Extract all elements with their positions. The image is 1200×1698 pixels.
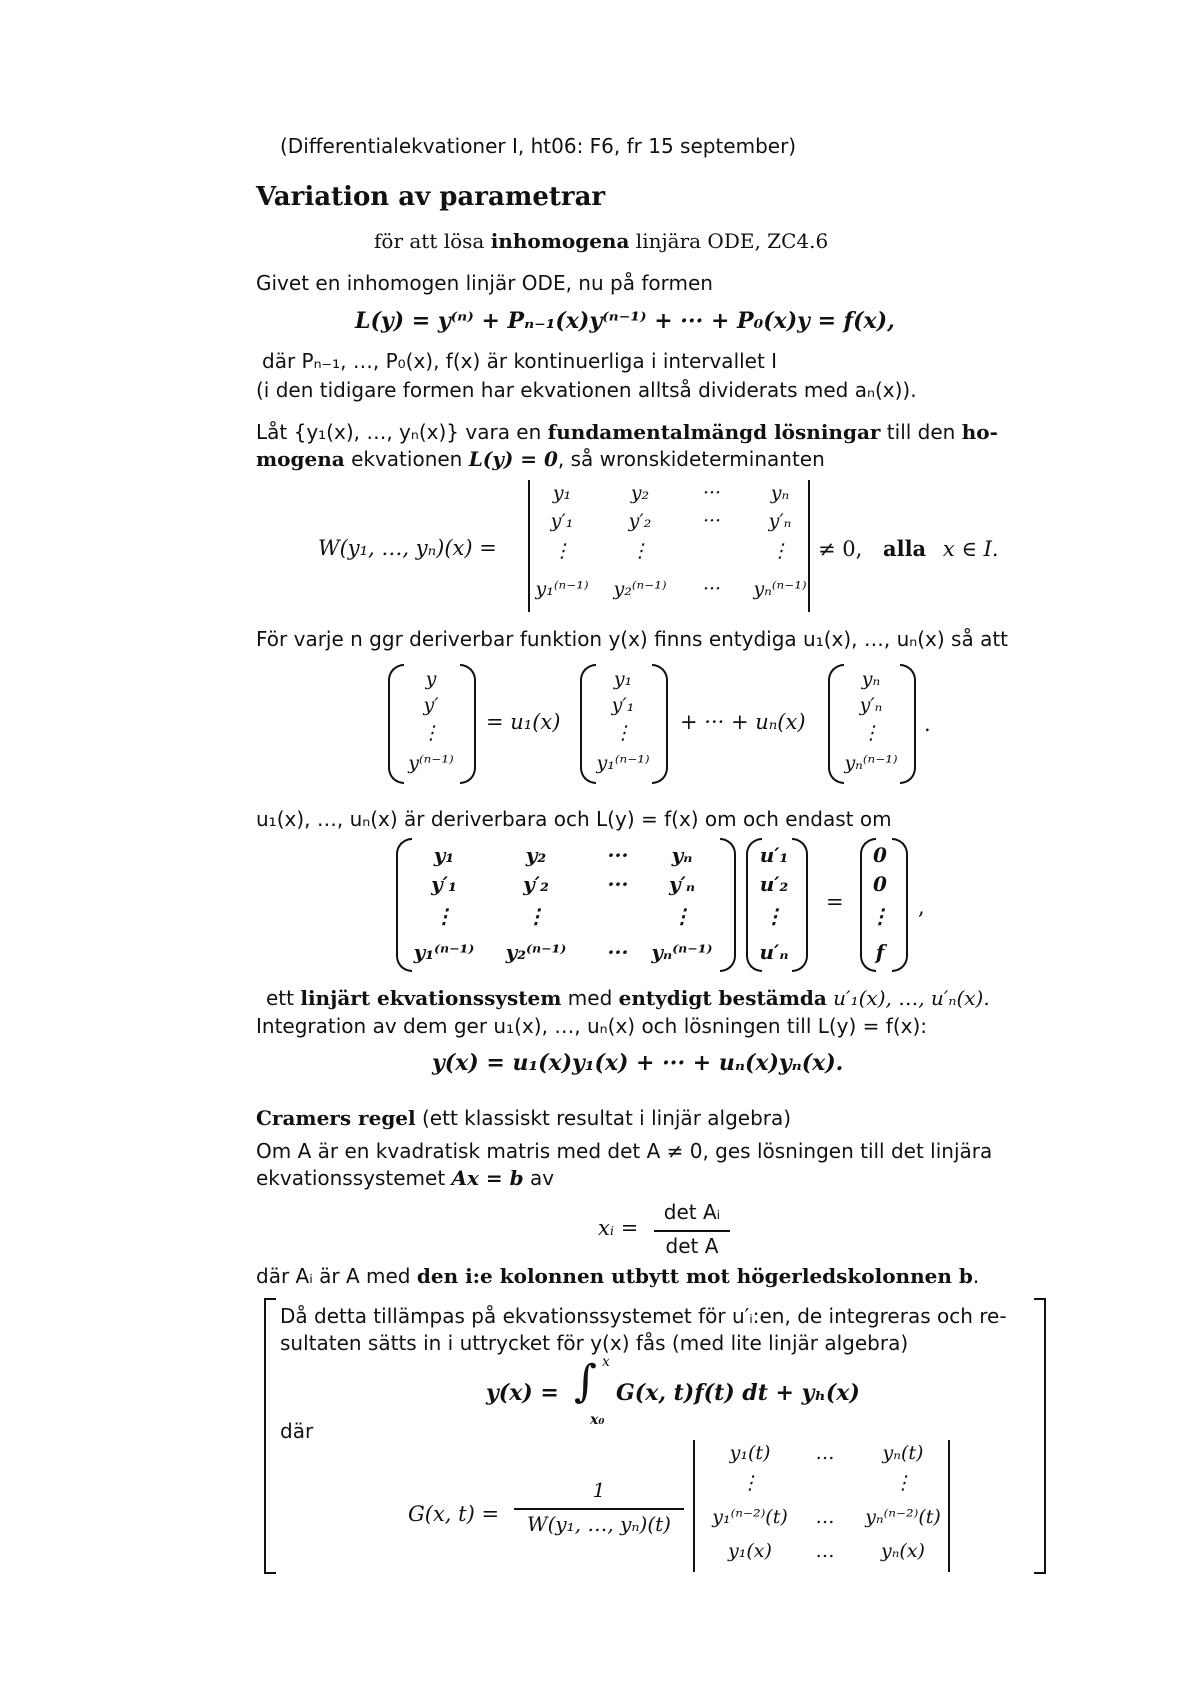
vector-y1-entry: y₁ — [613, 668, 633, 690]
system-matrix-cell: ··· — [607, 940, 629, 964]
system-matrix-cell: ··· — [607, 872, 629, 896]
box-line-1: Då detta tillämpas på ekvationssystemet för u′ᵢ:en, de integreras och re- — [280, 1304, 1007, 1328]
system-matrix-cell: yₙ⁽ⁿ⁻¹⁾ — [651, 940, 713, 964]
fund-line-1-bold: fundamentalmängd lösningar — [547, 420, 881, 444]
cramer-line-3-c: . — [972, 1264, 980, 1288]
integral-upper: x — [602, 1354, 610, 1370]
fund-line-1-d: ho- — [961, 420, 998, 444]
green-cell: … — [815, 1506, 835, 1528]
system-u-right-paren — [792, 838, 808, 972]
system-rhs-entry: ⋮ — [870, 904, 890, 928]
xi-denominator: det A — [665, 1234, 719, 1258]
main-equation: L(y) = y⁽ⁿ⁾ + Pₙ₋₁(x)y⁽ⁿ⁻¹⁾ + ··· + P₀(x)y = f(x), — [355, 308, 895, 334]
lin-line-c: med — [561, 986, 619, 1010]
wronskian-cell: ⋮ — [770, 540, 790, 562]
system-matrix-cell: y₁ — [433, 843, 455, 867]
green-cell: y₁(t) — [729, 1442, 771, 1464]
cramer-line-2-eq: Ax = b — [451, 1166, 524, 1190]
vector-right-paren — [460, 664, 476, 784]
xi-numerator: det Aᵢ — [663, 1200, 721, 1224]
wronskian-cell: y′ₙ — [768, 510, 792, 532]
vector-yn-entry: y′ₙ — [859, 694, 883, 716]
subtitle-post: linjära ODE, ZC4.6 — [629, 229, 829, 253]
fund-line-1-c: till den — [880, 420, 962, 444]
green-cell: … — [815, 1442, 835, 1464]
lin-line-d: entydigt bestämda — [618, 986, 827, 1010]
vector-y1-entry: ⋮ — [613, 722, 633, 744]
linear-system-line — [266, 985, 990, 1011]
iff-line: u₁(x), …, uₙ(x) är deriverbara och L(y) = f(x) om och endast om — [256, 807, 892, 831]
green-cell: y₁(x) — [728, 1540, 772, 1562]
wronskian-cell: y₂⁽ⁿ⁻¹⁾ — [613, 578, 667, 600]
green-cell: yₙ(x) — [881, 1540, 925, 1562]
wronskian-cell: y₁ — [552, 482, 572, 504]
condition-line-2: (i den tidigare formen har ekvationen alltså dividerats med aₙ(x)). — [256, 378, 917, 402]
system-matrix-cell: ⋮ — [526, 904, 546, 928]
wronskian-cell: yₙ — [770, 482, 790, 504]
wronskian-alla: alla — [883, 536, 927, 561]
green-cell: yₙ(t) — [882, 1442, 924, 1464]
vector-y-entry: ⋮ — [421, 722, 441, 744]
system-rhs-entry: f — [875, 940, 885, 964]
fund-line-1-a: Låt {y₁(x), …, yₙ(x)} vara en — [256, 420, 548, 444]
deriv-line: För varje n ggr deriverbar funktion y(x) finns entydiga u₁(x), …, uₙ(x) så att — [256, 627, 1009, 651]
cramer-line-2 — [256, 1165, 554, 1191]
vector-mid: + ··· + uₙ(x) — [680, 710, 806, 734]
system-matrix-cell: yₙ — [671, 843, 693, 867]
wronskian-cell: y′₂ — [628, 510, 652, 532]
vector-y-entry: y′ — [423, 694, 439, 716]
vector-end: . — [924, 712, 931, 736]
box-left-bracket — [264, 1298, 276, 1574]
condition-line-1: där Pₙ₋₁, …, P₀(x), f(x) är kontinuerliga i intervallet I — [262, 349, 778, 373]
subtitle-pre: för att lösa — [374, 229, 491, 253]
system-rhs-entry: 0 — [873, 843, 887, 867]
system-u-entry: u′₂ — [759, 872, 789, 896]
cramer-note: (ett klassiskt resultat i linjär algebra) — [415, 1106, 792, 1130]
wronskian-cell: ··· — [702, 578, 722, 600]
integral-sign: ∫ — [574, 1356, 597, 1407]
system-u-entry: u′ₙ — [759, 940, 789, 964]
subtitle-bold: inhomogena — [490, 229, 630, 253]
system-matrix-cell: y′ₙ — [668, 872, 696, 896]
box-eq-rhs: G(x, t)f(t) dt + yₕ(x) — [616, 1380, 860, 1406]
green-right-bar — [948, 1440, 950, 1572]
system-matrix-cell: y₂ — [525, 843, 547, 867]
lin-line-b: linjärt ekvationssystem — [300, 986, 562, 1010]
cramer-line-3-a: där Aᵢ är A med — [256, 1264, 417, 1288]
system-matrix-cell: ··· — [607, 843, 629, 867]
box-right-bracket — [1034, 1298, 1046, 1574]
wronskian-cell: yₙ⁽ⁿ⁻¹⁾ — [753, 578, 807, 600]
vector-y1-entry: y′₁ — [611, 694, 635, 716]
system-end: , — [918, 895, 925, 919]
box-dar: där — [280, 1419, 314, 1443]
green-cell: ⋮ — [740, 1472, 760, 1494]
green-cell: y₁⁽ⁿ⁻²⁾(t) — [712, 1506, 788, 1528]
green-cell: … — [815, 1540, 835, 1562]
wronskian-cell: ··· — [702, 510, 722, 532]
green-fraction-bar — [514, 1508, 684, 1510]
lin-line-e: u′₁(x), …, u′ₙ(x). — [826, 986, 990, 1010]
header-line: (Differentialekvationer I, ht06: F6, fr 15 september) — [280, 134, 797, 158]
green-lhs: G(x, t) = — [408, 1502, 500, 1526]
vector-y1-entry: y₁⁽ⁿ⁻¹⁾ — [596, 752, 650, 774]
green-cell: ⋮ — [893, 1472, 913, 1494]
wronskian-cell: ⋮ — [630, 540, 650, 562]
vector-yn-entry: yₙ⁽ⁿ⁻¹⁾ — [844, 752, 898, 774]
system-u-entry: ⋮ — [764, 904, 784, 928]
wronskian-cell: ⋮ — [552, 540, 572, 562]
xi-lhs: xᵢ = — [598, 1216, 639, 1240]
vector-y-entry: y⁽ⁿ⁻¹⁾ — [408, 752, 454, 774]
vector-right-paren — [900, 664, 916, 784]
subtitle — [374, 228, 828, 254]
fund-line-2-bold: mogena — [256, 447, 345, 471]
wronskian-cell: y′₁ — [550, 510, 574, 532]
fund-line-2-d: , så wronskideterminanten — [557, 447, 825, 471]
wronskian-cell: y₂ — [630, 482, 650, 504]
vector-yn-entry: yₙ — [861, 668, 881, 690]
system-matrix-cell: ⋮ — [672, 904, 692, 928]
wronskian-cell: y₁⁽ⁿ⁻¹⁾ — [535, 578, 589, 600]
system-matrix-cell: y′₁ — [431, 872, 457, 896]
system-rhs-entry: 0 — [873, 872, 887, 896]
xi-fraction-bar — [654, 1230, 730, 1232]
wronskian-cell: ··· — [702, 482, 722, 504]
wronskian-right-bar — [808, 480, 810, 612]
cramer-title: Cramers regel — [256, 1106, 416, 1130]
green-cell: yₙ⁽ⁿ⁻²⁾(t) — [865, 1506, 941, 1528]
box-line-2: sultaten sätts in i uttrycket för y(x) fås (med lite linjär algebra) — [280, 1331, 909, 1355]
cramer-line-2-c: av — [523, 1166, 555, 1190]
box-eq-lhs: y(x) = — [486, 1380, 559, 1406]
lin-line-a: ett — [266, 986, 301, 1010]
fund-line-1 — [256, 419, 998, 445]
vector-yn-entry: ⋮ — [861, 722, 881, 744]
solution-equation: y(x) = u₁(x)y₁(x) + ··· + uₙ(x)yₙ(x). — [432, 1050, 844, 1076]
system-matrix-cell: y′₂ — [523, 872, 549, 896]
cramer-line-3 — [256, 1263, 979, 1289]
system-matrix-cell: ⋮ — [434, 904, 454, 928]
system-right-paren — [720, 838, 736, 972]
system-matrix-cell: y₁⁽ⁿ⁻¹⁾ — [413, 940, 475, 964]
wronskian-neq: ≠ 0, — [818, 537, 863, 561]
wronskian-domain: x ∈ I. — [942, 537, 999, 561]
cramer-line-2-a: ekvationssystemet — [256, 1166, 452, 1190]
section-title: Variation av parametrar — [256, 182, 606, 212]
intro-text: Givet en inhomogen linjär ODE, nu på formen — [256, 271, 713, 295]
vector-eq-u1: = u₁(x) — [486, 710, 561, 734]
green-denominator: W(y₁, …, yₙ)(t) — [527, 1512, 671, 1536]
vector-right-paren — [652, 664, 668, 784]
system-equals: = — [826, 890, 844, 914]
green-numerator: 1 — [592, 1478, 606, 1502]
system-r-right-paren — [892, 838, 908, 972]
fund-line-2-eq: L(y) = 0 — [468, 447, 558, 471]
cramer-line-1: Om A är en kvadratisk matris med det A ≠ 0, ges lösningen till det linjära — [256, 1139, 993, 1163]
vector-y-entry: y — [425, 668, 437, 690]
integration-line: Integration av dem ger u₁(x), …, uₙ(x) och lösningen till L(y) = f(x): — [256, 1014, 928, 1038]
system-matrix-cell: y₂⁽ⁿ⁻¹⁾ — [505, 940, 567, 964]
fund-line-2 — [256, 446, 825, 472]
green-left-bar — [693, 1440, 695, 1572]
integral-lower: x₀ — [590, 1412, 605, 1428]
cramer-line-3-bold: den i:e kolonnen utbytt mot högerledskolonnen b — [416, 1264, 973, 1288]
system-u-entry: u′₁ — [759, 843, 789, 867]
wronskian-left-bar — [528, 480, 530, 612]
fund-line-2-b: ekvationen — [344, 447, 469, 471]
wronskian-rhs — [818, 536, 999, 561]
cramer-heading — [256, 1105, 791, 1131]
wronskian-lhs: W(y₁, …, yₙ)(x) = — [318, 536, 497, 560]
